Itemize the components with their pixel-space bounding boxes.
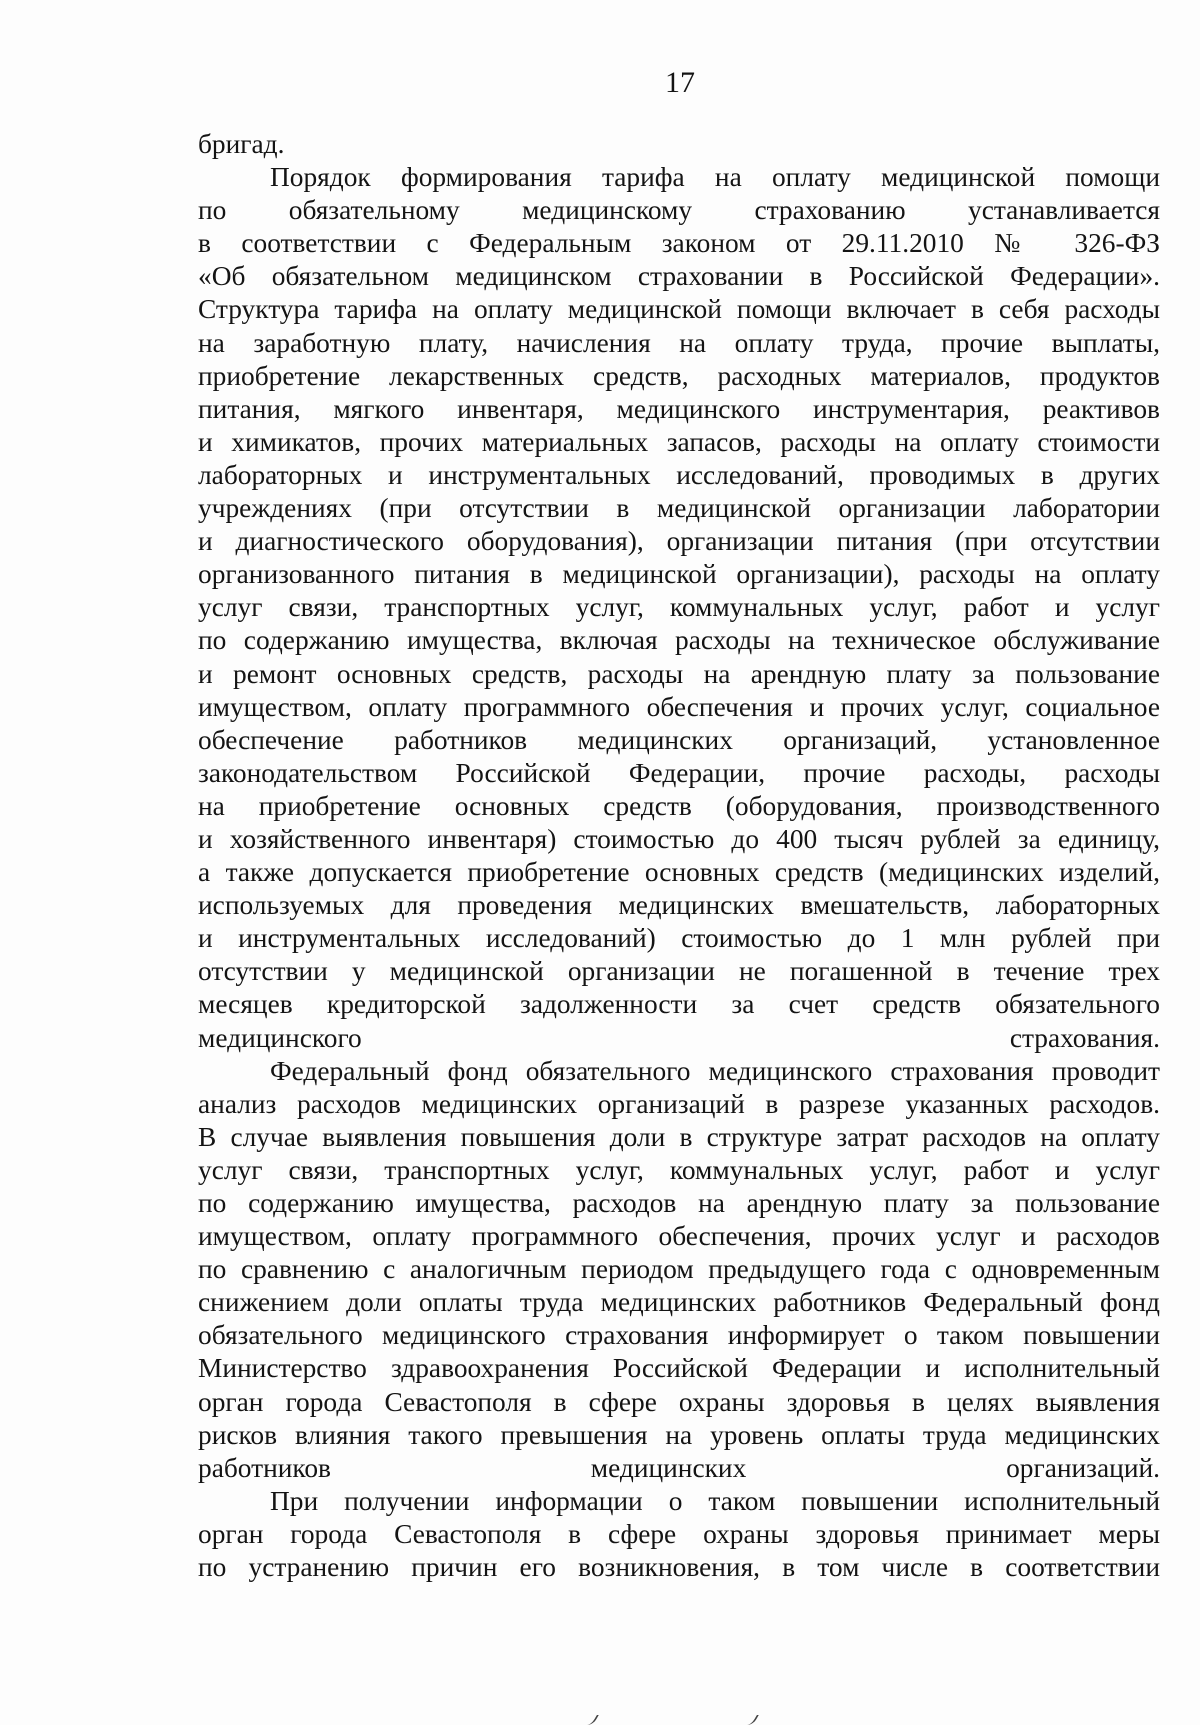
text-line: по содержанию имущества, расходов на арендную плату за пользование: [198, 1188, 1160, 1218]
paragraph-tariff-structure: [198, 161, 1160, 1055]
text-line: по устранению причин его возникновения, в том числе в соответствии: [198, 1552, 1160, 1583]
text-line: и ремонт основных средств, расходы на арендную плату за пользование: [198, 658, 1160, 689]
text-line: имуществом, оплату программного обеспечения и прочих услуг, социальное: [198, 691, 1160, 722]
text-line: Министерство здравоохранения Российской Федерации и исполнительный: [198, 1353, 1160, 1384]
text-line: учреждениях (при отсутствии в медицинской организации лаборатории: [198, 493, 1160, 524]
document-body: [198, 128, 1160, 1584]
text-line: на заработную плату, начисления на оплату труда, прочие выплаты,: [198, 327, 1160, 358]
text-line: обязательного медицинского страхования информирует о таком повышении: [198, 1320, 1160, 1351]
text-line: В случае выявления повышения доли в структуре затрат расходов на оплату: [198, 1121, 1160, 1152]
text-line: обеспечение работников медицинских организаций, установленное: [198, 724, 1160, 755]
text-line: «Об обязательном медицинском страховании в Российской Федерации».: [198, 261, 1160, 292]
text-line: орган города Севастополя в сфере охраны здоровья в целях выявления: [198, 1386, 1160, 1417]
text-line: медицинского страхования.: [198, 1022, 1160, 1053]
text-line: услуг связи, транспортных услуг, коммунальных услуг, работ и услуг: [198, 592, 1160, 623]
text-line: Порядок формирования тарифа на оплату медицинской помощи: [270, 162, 1160, 193]
text-line: отсутствии у медицинской организации не погашенной в течение трех: [198, 956, 1160, 987]
scan-artifact-marks: [560, 1700, 820, 1725]
text-line: по сравнению с аналогичным периодом предыдущего года с одновременным: [198, 1254, 1160, 1285]
text-line: и химикатов, прочих материальных запасов, расходы на оплату стоимости: [198, 426, 1160, 457]
text-line: Структура тарифа на оплату медицинской помощи включает в себя расходы: [198, 294, 1160, 325]
paragraph-fund-analysis: [198, 1055, 1160, 1485]
text-line: имуществом, оплату программного обеспечения, прочих услуг и расходов: [198, 1221, 1160, 1252]
text-line: приобретение лекарственных средств, расходных материалов, продуктов: [198, 360, 1160, 391]
text-line: на приобретение основных средств (оборудования, производственного: [198, 790, 1160, 821]
text-line: и инструментальных исследований) стоимостью до 1 млн рублей при: [198, 923, 1160, 954]
text-line: снижением доли оплаты труда медицинских работников Федеральный фонд: [198, 1287, 1160, 1318]
text-line: используемых для проведения медицинских вмешательств, лабораторных: [198, 890, 1160, 921]
text-line: При получении информации о таком повышении исполнительный: [270, 1485, 1160, 1516]
text-line: в соответствии с Федеральным законом от 29.11.2010 № 326-ФЗ: [198, 228, 1160, 259]
text-line: услуг связи, транспортных услуг, коммунальных услуг, работ и услуг: [198, 1154, 1160, 1185]
paragraph-continuation: [198, 128, 1160, 161]
text-line: Федеральный фонд обязательного медицинского страхования проводит: [270, 1055, 1160, 1086]
scan-artifact-mark: [743, 1715, 759, 1725]
paragraph-measures: [198, 1485, 1160, 1584]
text-line: рисков влияния такого превышения на уровень оплаты труда медицинских: [198, 1419, 1160, 1450]
text-line: орган города Севастополя в сфере охраны здоровья принимает меры: [198, 1518, 1160, 1549]
text-line: и диагностического оборудования), организации питания (при отсутствии: [198, 526, 1160, 557]
page-number: 17: [665, 66, 695, 99]
text-line: анализ расходов медицинских организаций в разрезе указанных расходов.: [198, 1088, 1160, 1119]
text-line: месяцев кредиторской задолженности за счет средств обязательного: [198, 989, 1160, 1020]
text-line: по обязательному медицинскому страхованию устанавливается: [198, 195, 1160, 226]
text-line: питания, мягкого инвентаря, медицинского инструментария, реактивов: [198, 393, 1160, 424]
text-line: лабораторных и инструментальных исследований, проводимых в других: [198, 459, 1160, 490]
text-line: законодательством Российской Федерации, прочие расходы, расходы: [198, 757, 1160, 788]
text-line: организованного питания в медицинской организации), расходы на оплату: [198, 559, 1160, 590]
text-line: а также допускается приобретение основных средств (медицинских изделий,: [198, 857, 1160, 888]
text-line: бригад.: [198, 129, 285, 159]
text-line: работников медицинских организаций.: [198, 1452, 1160, 1483]
text-line: по содержанию имущества, включая расходы на техническое обслуживание: [198, 625, 1160, 656]
text-line: и хозяйственного инвентаря) стоимостью до 400 тысяч рублей за единицу,: [198, 823, 1160, 854]
scan-artifact-mark: [583, 1715, 599, 1725]
